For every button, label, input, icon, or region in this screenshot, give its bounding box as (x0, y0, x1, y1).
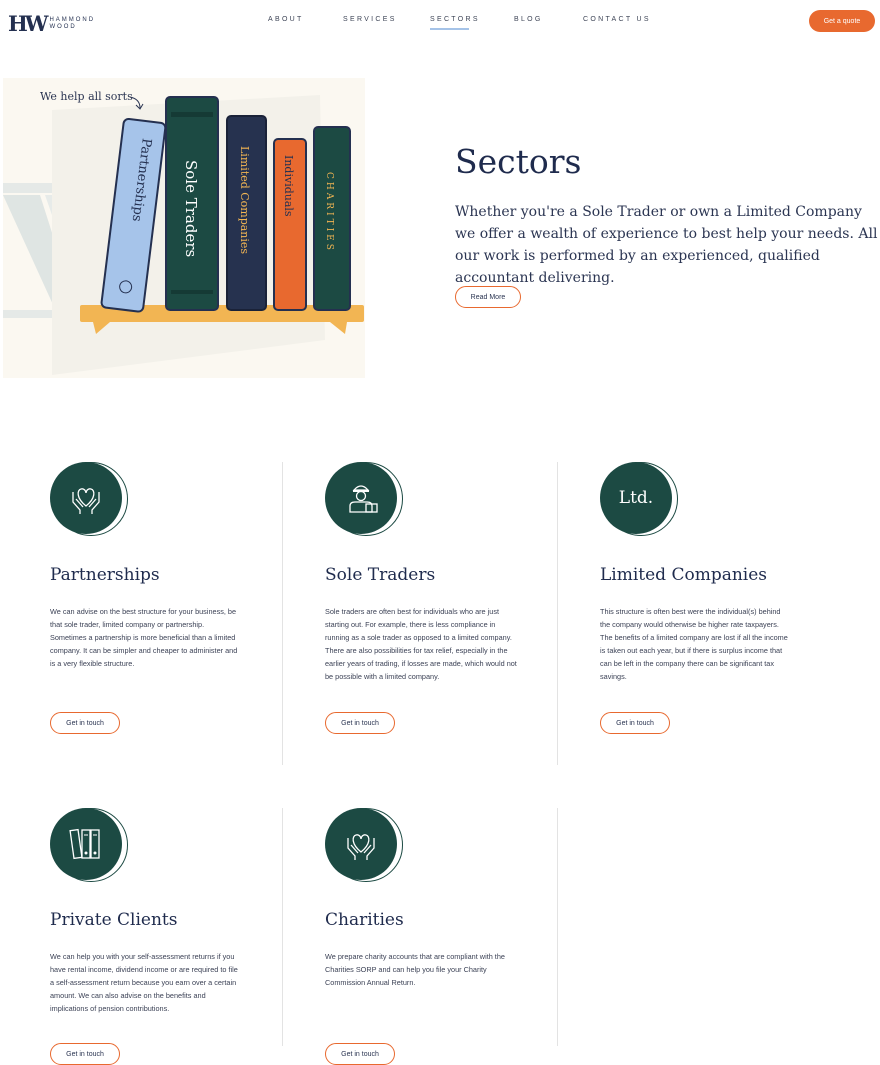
card-title: Private Clients (50, 910, 178, 930)
nav-about[interactable]: ABOUT (268, 16, 304, 23)
card-description: This structure is often best were the individual(s) behind the company would otherwise be higher rate taxpayers. The benefits of a limited company are lost if all the income is taken out each year, but if there is surplus income that can be left in the company there can be significant tax savings. (600, 607, 788, 681)
card-description: We prepare charity accounts that are compliant with the Charities SORP and can help you file your Charity Commission Annual Return. (325, 952, 505, 987)
book-limited-companies (227, 116, 266, 310)
hands-heart-icon (325, 808, 397, 880)
get-in-touch-button[interactable]: Get in touch (325, 1043, 395, 1065)
ltd-icon-text: Ltd. (618, 488, 654, 508)
nav-active-indicator (430, 28, 469, 30)
book-charities (314, 127, 350, 310)
card-title: Limited Companies (600, 565, 768, 585)
book-sole-traders (166, 97, 218, 310)
get-a-quote-button[interactable]: Get a quote (809, 10, 875, 32)
logo-wordmark (49, 17, 95, 31)
logo[interactable] (8, 11, 95, 36)
card-description: We can help you with your self-assessment returns if you have rental income, dividend income or are required to file a self-assessment return because you earn over a certain amount. We can also advise on the benefits and implications of pension contributions. (50, 952, 238, 1013)
book-individuals (274, 139, 306, 310)
illustration-tagline: We help all sorts (40, 90, 133, 103)
hands-heart-icon (50, 462, 122, 534)
column-divider (282, 808, 283, 1046)
nav-services[interactable]: SERVICES (343, 16, 397, 23)
book-sole-traders-label: Sole Traders (182, 160, 200, 258)
column-divider (282, 462, 283, 765)
card-title: Sole Traders (325, 565, 436, 585)
page-title: Sectors (455, 142, 582, 181)
get-in-touch-button[interactable]: Get in touch (50, 712, 120, 734)
column-divider (557, 462, 558, 765)
hero-description: Whether you're a Sole Trader or own a Limited Company we offer a wealth of experience to best help your needs. All our work is performed by an experienced, qualified accountant delivering. (455, 204, 878, 286)
get-in-touch-button[interactable]: Get in touch (600, 712, 670, 734)
ltd-icon (600, 462, 672, 534)
card-description: We can advise on the best structure for your business, be that sole trader, limited company or partnership. Sometimes a partnership is more beneficial than a limited company. It can be simpler and cheaper to administer and is a very flexible structure. (50, 607, 238, 668)
logo-mark: HW (8, 11, 46, 36)
book-individuals-label: Individuals (282, 155, 295, 217)
logo-line-1: HAMMOND (49, 16, 96, 23)
book-charities-label: CHARITIES (324, 172, 334, 253)
card-description: Sole traders are often best for individuals who are just starting out. For example, there is less compliance in running as a sole trader as opposed to a limited company. There are also possibilities for tax relief, especially in the earlier years of trading, if losses are made, which would not be possible with a limited company. (325, 607, 517, 681)
column-divider (557, 808, 558, 1046)
binders-icon (50, 808, 122, 880)
book-limited-companies-label: Limited Companies (238, 146, 251, 255)
nav-blog[interactable]: BLOG (514, 16, 543, 23)
get-in-touch-button[interactable]: Get in touch (50, 1043, 120, 1065)
card-title: Partnerships (50, 565, 160, 585)
worker-icon (325, 462, 397, 534)
shelf-bracket (330, 322, 347, 334)
logo-line-2: WOOD (49, 23, 77, 30)
get-in-touch-button[interactable]: Get in touch (325, 712, 395, 734)
read-more-button[interactable]: Read More (455, 286, 521, 308)
book-partnerships-label: Partnerships (128, 137, 154, 223)
nav-sectors[interactable]: SECTORS (430, 16, 480, 23)
bookshelf-illustration (0, 75, 370, 380)
card-title: Charities (325, 910, 404, 930)
nav-contact-us[interactable]: CONTACT US (583, 16, 651, 23)
